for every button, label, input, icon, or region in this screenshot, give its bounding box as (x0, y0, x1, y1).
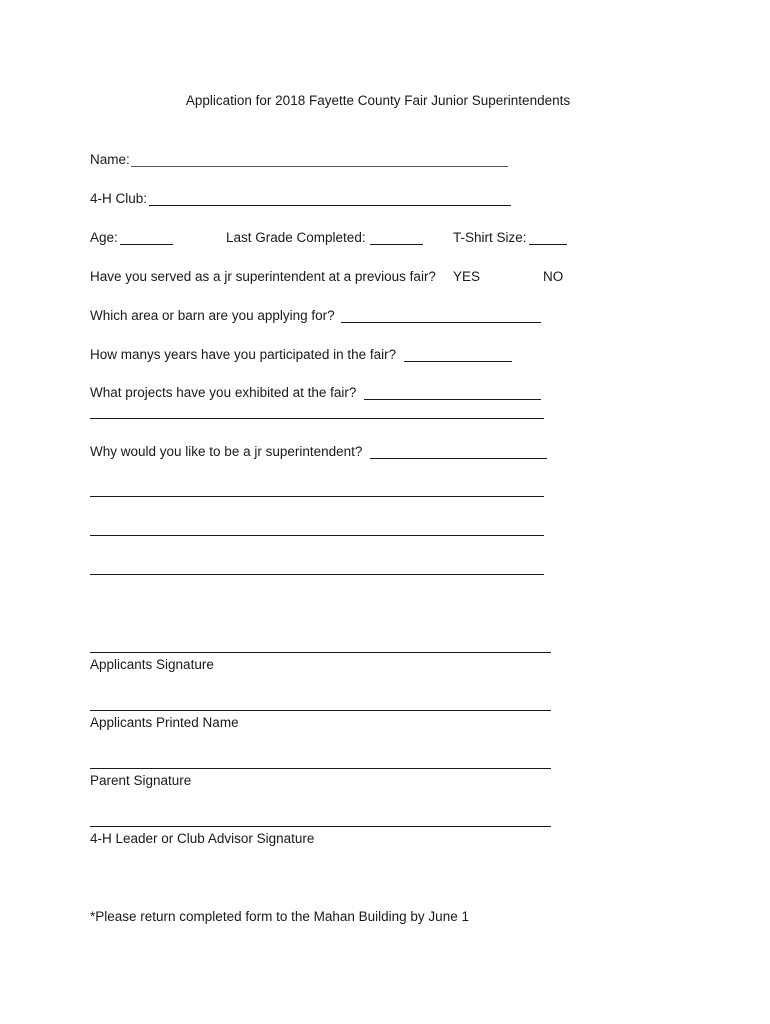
parent-signature-label: Parent Signature (90, 773, 192, 788)
years-question: How manys years have you participated in the fair? (90, 347, 397, 362)
applicant-signature-line[interactable] (90, 652, 551, 653)
grade-label: Last Grade Completed: (226, 230, 366, 245)
why-field-line-2[interactable] (90, 496, 544, 497)
projects-question: What projects have you exhibited at the fair? (90, 385, 357, 400)
age-label: Age: (90, 230, 118, 245)
area-field[interactable] (341, 322, 541, 323)
served-yes-option[interactable]: YES (453, 269, 481, 284)
why-field-line-3[interactable] (90, 535, 544, 536)
years-field[interactable] (404, 361, 512, 362)
leader-signature-label: 4-H Leader or Club Advisor Signature (90, 831, 315, 846)
area-question: Which area or barn are you applying for? (90, 308, 335, 323)
projects-field-line-2[interactable] (90, 418, 544, 419)
served-question: Have you served as a jr superintendent at a previous fair? (90, 269, 436, 284)
parent-signature-line[interactable] (90, 768, 551, 769)
return-instructions: *Please return completed form to the Mahan Building by June 1 (90, 909, 469, 924)
club-label: 4-H Club: (90, 191, 148, 206)
shirt-size-field[interactable] (529, 244, 567, 245)
name-field[interactable] (131, 166, 508, 167)
name-label: Name: (90, 152, 130, 167)
applicant-printed-name-label: Applicants Printed Name (90, 715, 239, 730)
grade-field[interactable] (370, 244, 423, 245)
why-field-line-4[interactable] (90, 574, 544, 575)
shirt-size-label: T-Shirt Size: (453, 230, 527, 245)
served-no-option[interactable]: NO (543, 269, 564, 284)
form-title: Application for 2018 Fayette County Fair Junior Superintendents (185, 93, 571, 108)
why-question: Why would you like to be a jr superintendent? (90, 444, 363, 459)
club-field[interactable] (149, 205, 511, 206)
age-field[interactable] (120, 244, 173, 245)
why-field[interactable] (370, 458, 547, 459)
projects-field[interactable] (364, 399, 541, 400)
applicant-signature-label: Applicants Signature (90, 657, 214, 672)
leader-signature-line[interactable] (90, 826, 551, 827)
applicant-printed-name-line[interactable] (90, 710, 551, 711)
